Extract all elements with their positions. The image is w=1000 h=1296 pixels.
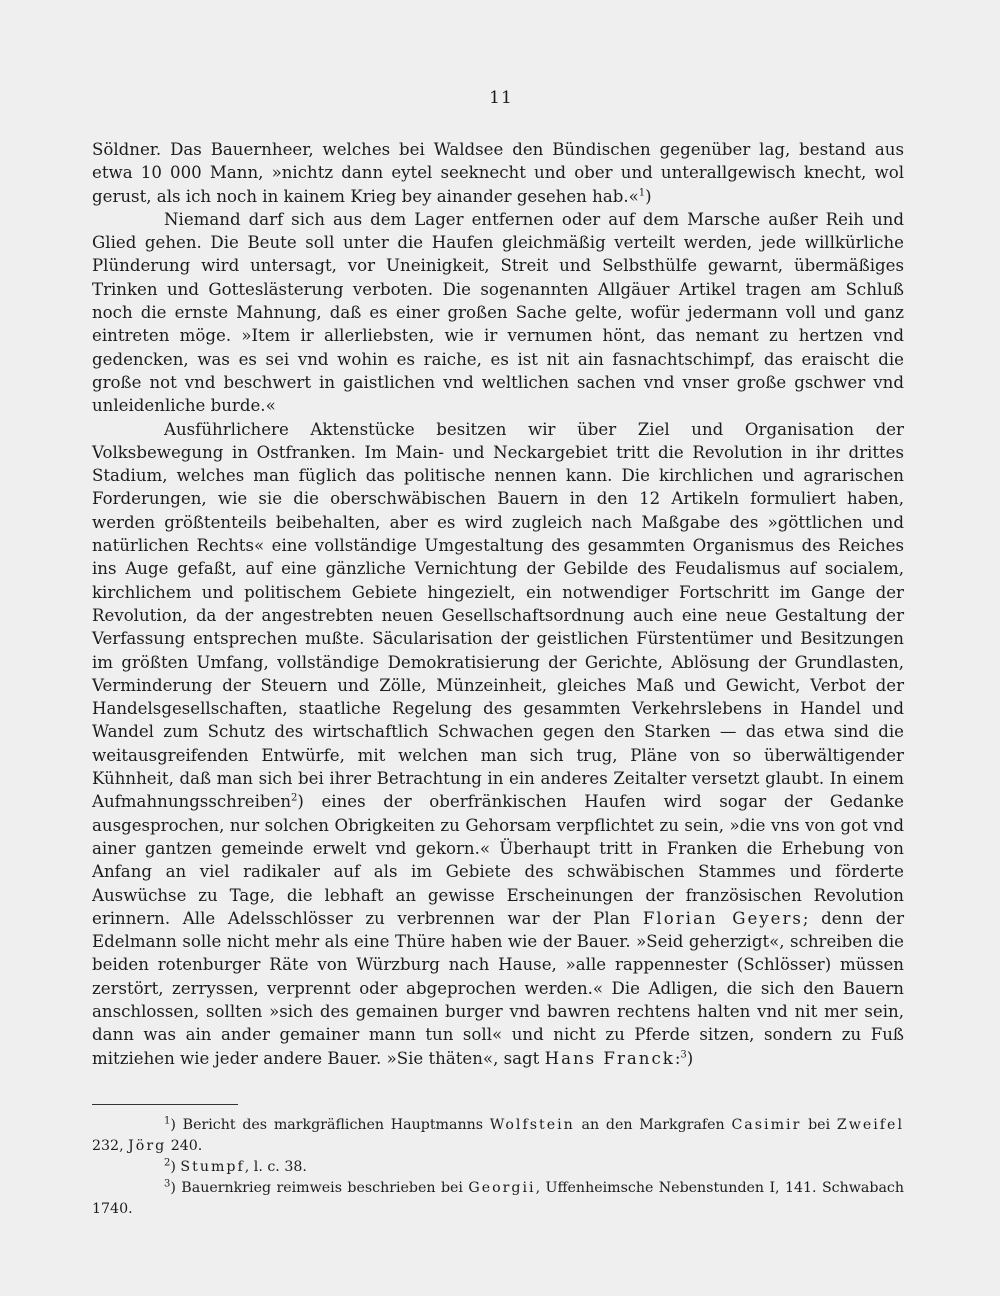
footnote-marker: 3 xyxy=(164,1178,171,1190)
text-run: ) eines der oberfränkischen Haufen wird sogar der Gedanke ausgesprochen, nur solchen Obrigkeiten zu Gehorsam verpflichtet zu sein, »die vns von got vnd ainer gantzen gemeinde erwelt vnd gekorn.« Überhaupt tritt in Franken die Erhebung von Anfang an viel radikaler auf als im Gebiete des schwäbischen Stammes und förderte Auswüchse zu Tage, die lebhaft an gewisse Erscheinungen der französischen Revolution erinnern. Alle Adelsschlösser zu verbrennen war der Plan xyxy=(92,792,904,928)
footnote-marker: 2 xyxy=(291,792,298,804)
spaced-name: Hans Franck xyxy=(544,1048,675,1068)
text-run: , Uffenheimsche Nebenstunden I, 141. Schwabach 1740. xyxy=(92,1179,904,1217)
spaced-name: Jörg xyxy=(128,1137,167,1154)
footnotes xyxy=(92,1115,904,1220)
text-run: ) xyxy=(170,1158,181,1175)
footnote-2 xyxy=(92,1157,904,1178)
text-run: 232, xyxy=(92,1137,129,1154)
paragraph-2 xyxy=(92,208,904,418)
footnote-marker: 3 xyxy=(680,1049,687,1061)
text-run: , l. c. 38. xyxy=(244,1158,307,1175)
footnote-marker: 1 xyxy=(638,187,646,199)
footnote-marker: 2 xyxy=(164,1157,171,1169)
text-run: Niemand darf sich aus dem Lager entfernen oder auf dem Marsche außer Reih und Glied gehen. Die Beute soll unter die Haufen gleichmäßig verteilt werden, jede willkürliche Plünderung wird untersagt, vor Uneinigkeit, Streit und Selbsthülfe gewarnt, übermäßiges Trinken und Gotteslästerung verboten. Die sogenannten Allgäuer Artikel tragen am Schluß noch die ernste Mahnung, daß es einer großen Sache gelte, wofür jedermann voll und ganz eintreten möge. »Item ir allerliebsten, wie ir vernumen hönt, das nemant zu hertzen vnd gedencken, was es sei vnd wohin es raiche, es ist nit ain fasnachtschimpf, das eraischt die große not vnd beschwert in gaistlichen vnd weltlichen sachen vnd vnser große gschwer vnd unleidenliche burde.« xyxy=(92,209,904,416)
spaced-name: Zweifel xyxy=(836,1116,904,1133)
text-run: : xyxy=(674,1048,681,1068)
footnote-marker: 1 xyxy=(164,1115,171,1127)
footnote-divider xyxy=(92,1104,238,1105)
text-run: bei xyxy=(801,1116,837,1133)
text-run: Ausführlichere Aktenstücke besitzen wir über Ziel und Organisation der Volksbewegung in Ostfranken. Im Main- und Neckargebiet tritt die Revolution in ihr drittes Stadium, welches man füglich das politische nennen kann. Die kirchlichen und agrarischen Forderungen, wie sie die oberschwäbischen Bauern in den 12 Artikeln formuliert haben, werden größtenteils beibehalten, aber es wird zugleich nach Maßgabe des »göttlichen und natürlichen Rechts« eine vollständige Umgestaltung des gesammten Organismus des Reiches ins Auge gefaßt, auf eine gänzliche Vernichtung der Gebilde des Feudalismus auf socialem, kirchlichem und politischem Gebiete hingezielt, ein notwendiger Fortschritt im Gange der Revolution, da der angestrebten neuen Gesellschaftsordnung auch eine neue Gestaltung der Verfassung entsprechen mußte. Säcularisation der geistlichen Fürstentümer und Besitzungen im größten Umfang, vollständige Demokratisierung der Gerichte, Ablösung der Grundlasten, Verminderung der Steuern und Zölle, Münzeinheit, gleiches Maß und Gewicht, Verbot der Handelsgesellschaften, staatliche Regelung des gesammten Verkehrslebens in Handel und Wandel zum Schutz des wirtschaftlich Schwachen gegen den Starken — das etwa sind die weitausgreifenden Entwürfe, mit welchen man sich trug, Pläne von so überwältigender Kühnheit, daß man sich bei ihrer Betrachtung in ein anderes Zeitalter versetzt glaubt. In einem Aufmahnungsschreiben xyxy=(92,419,904,812)
page-number: 11 xyxy=(489,88,513,108)
body-text xyxy=(92,138,904,1070)
text-run: ; denn der Edelmann solle nicht mehr als eine Thüre haben wie der Bauer. »Seid geherzigt«, schreiben die beiden rotenburger Räte von Würzburg nach Hause, »alle rappennester (Schlösser) müssen zerstört, zerryssen, verprennt oder abgeprochen werden.« Die Adligen, die sich den Bauern anschlossen, sollten »sich des gemainen burger vnd bawren rechtens halten vnd nit mer sein, dann was ain ander gemainer mann tun soll« und nicht zu Pferde sitzen, sondern zu Fuß mitziehen wie jeder andere Bauer. »Sie thäten«, sagt xyxy=(92,908,905,1068)
paragraph-3 xyxy=(92,418,904,1070)
spaced-name: Wolfstein xyxy=(489,1116,575,1133)
paragraph-1 xyxy=(92,138,904,208)
text-run: ) Bericht des markgräflichen Hauptmanns xyxy=(170,1116,490,1133)
text-run: ) xyxy=(645,186,652,206)
text-run: ) Bauernkrieg reimweis beschrieben bei xyxy=(170,1179,469,1196)
spaced-name: Stumpf xyxy=(180,1158,245,1175)
spaced-name: Georgii xyxy=(468,1179,536,1196)
text-run: 240. xyxy=(166,1137,203,1154)
text-run: an den Markgrafen xyxy=(574,1116,732,1133)
spaced-name: Casimir xyxy=(731,1116,802,1133)
text-run: ) xyxy=(686,1048,694,1068)
footnote-3 xyxy=(92,1178,904,1220)
spaced-name: Florian Geyers xyxy=(642,908,803,928)
footnote-1 xyxy=(92,1115,904,1157)
text-run: Söldner. Das Bauernheer, welches bei Waldsee den Bündischen gegenüber lag, bestand aus etwa 10 000 Mann, »nichtz dann eytel seeknecht und ober und unterallgewisch knecht, wol gerust, als ich noch in kainem Krieg bey ainander gesehen hab.« xyxy=(92,140,904,206)
